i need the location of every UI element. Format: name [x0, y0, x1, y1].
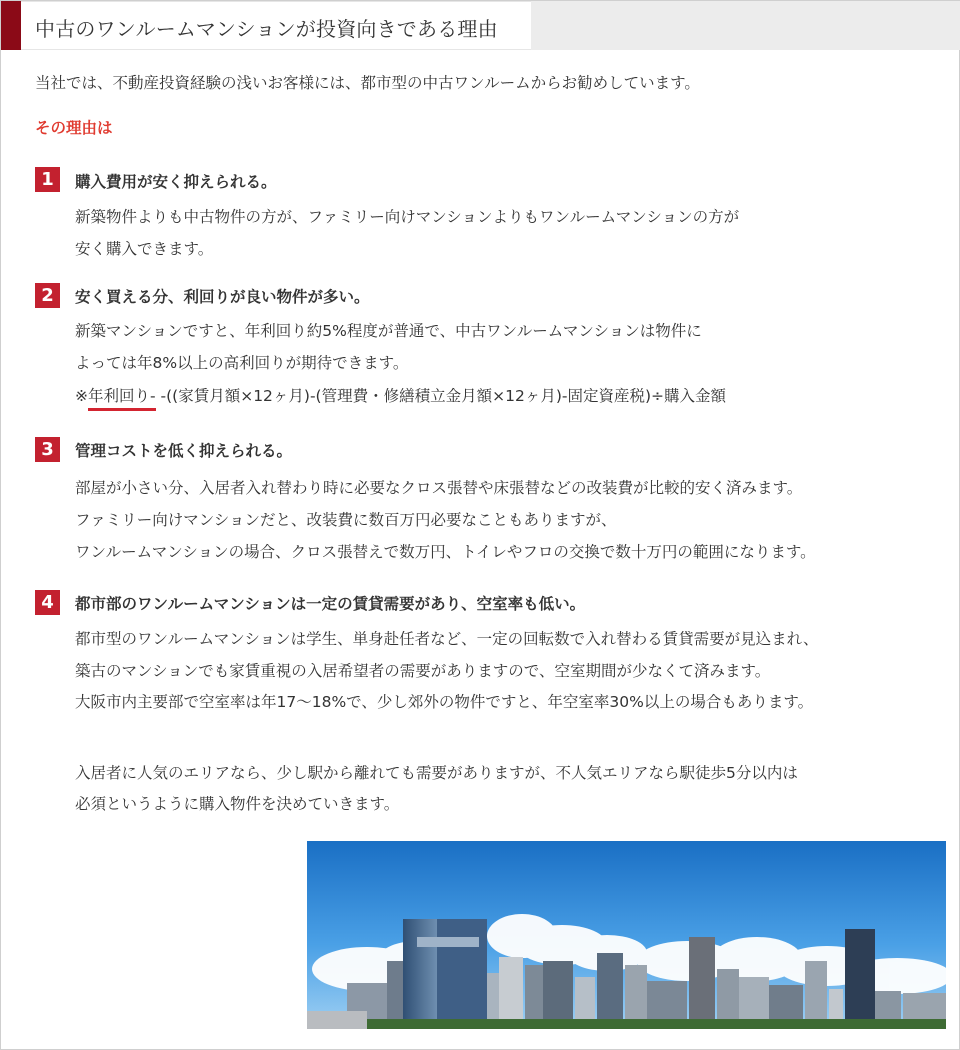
point-2-number-badge: 2	[35, 283, 60, 308]
point-2-title: 安く買える分、利回りが良い物件が多い。	[75, 288, 370, 306]
point-4-line-1: 都市型のワンルームマンションは学生、単身赴任者など、一定の回転数で入れ替わる賃貸需要が見込まれ、	[75, 630, 819, 648]
point-4-line-3: 大阪市内主要部で空室率は年17～18%で、少し郊外の物件ですと、年空室率30%以上の場合もあります。	[75, 693, 814, 711]
header-title-box	[21, 1, 531, 50]
note-prefix: ※	[75, 387, 88, 405]
reason-label: その理由は	[35, 119, 113, 137]
point-2-line-1: 新築マンションですと、年利回り約5%程度が普通で、中古ワンルームマンションは物件に	[75, 322, 702, 340]
point-3-line-2: ファミリー向けマンションだと、改装費に数百万円必要なこともありますが、	[75, 511, 617, 529]
header-background	[531, 1, 960, 50]
point-4-number-badge: 4	[35, 590, 60, 615]
intro-text: 当社では、不動産投資経験の浅いお客様には、都市型の中古ワンルームからお勧めしています。	[35, 74, 700, 92]
point-1-line-2: 安く購入できます。	[75, 240, 214, 258]
closing-line-1: 入居者に人気のエリアなら、少し駅から離れても需要がありますが、不人気エリアなら駅徒歩5分以内は	[75, 764, 798, 782]
closing-line-2: 必須というように購入物件を決めていきます。	[75, 795, 400, 813]
section-header	[1, 1, 960, 50]
point-1-line-1: 新築物件よりも中古物件の方が、ファミリー向けマンションよりもワンルームマンションの方が	[75, 208, 740, 226]
note-formula: -((家賃月額×12ヶ月)-(管理費・修繕積立金月額×12ヶ月)-固定資産税)÷購入金額	[155, 387, 726, 405]
point-4-line-2: 築古のマンションでも家賃重視の入居希望者の需要がありますので、空室期間が少なくて済みます。	[75, 662, 771, 680]
point-1-number-badge: 1	[35, 167, 60, 192]
header-accent-bar	[1, 1, 21, 50]
point-2-line-2: よっては年8%以上の高利回りが期待できます。	[75, 354, 409, 372]
point-4-title: 都市部のワンルームマンションは一定の賃貸需要があり、空室率も低い。	[75, 595, 586, 613]
point-3-number-badge: 3	[35, 437, 60, 462]
yield-formula-note	[75, 386, 726, 406]
point-3-line-1: 部屋が小さい分、入居者入れ替わり時に必要なクロス張替や床張替などの改装費が比較的安く済みます。	[75, 479, 803, 497]
point-3-title: 管理コストを低く抑えられる。	[75, 442, 293, 460]
point-3-line-3: ワンルームマンションの場合、クロス張替えで数万円、トイレやフロの交換で数十万円の範囲になります。	[75, 543, 816, 561]
point-1-title: 購入費用が安く抑えられる。	[75, 173, 277, 191]
city-skyline-photo	[307, 841, 946, 1029]
note-term-underlined: 年利回り-	[88, 387, 156, 405]
page-title: 中古のワンルームマンションが投資向きである理由	[35, 17, 498, 41]
